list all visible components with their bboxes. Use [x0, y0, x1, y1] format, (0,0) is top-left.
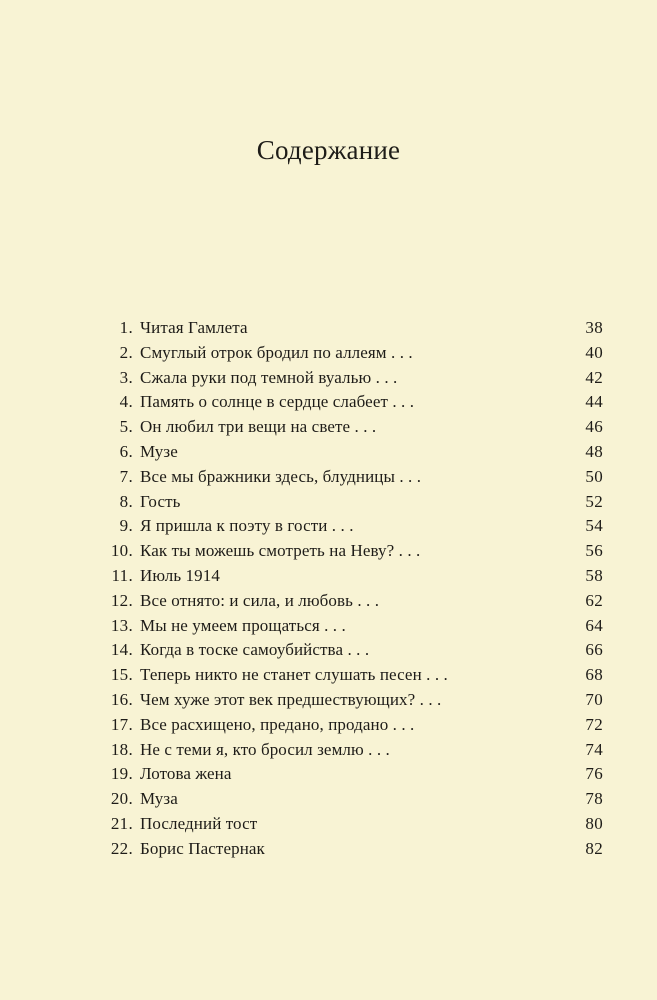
toc-entry — [100, 318, 603, 343]
toc-entry — [100, 764, 603, 789]
toc-entry-page-number: 48 — [585, 441, 603, 461]
toc-entry-title: Чем хуже этот век предшествующих? . . . — [140, 689, 442, 709]
toc-entry-page-number: 44 — [585, 392, 603, 412]
toc-entry-number: 17. — [110, 714, 133, 734]
toc-entry — [100, 392, 603, 417]
toc-entry — [100, 616, 603, 641]
toc-entry — [100, 814, 603, 839]
toc-entry-number: 3. — [119, 367, 133, 387]
toc-entry — [100, 492, 603, 517]
toc-entry-number: 10. — [110, 541, 133, 561]
toc-entry — [100, 566, 603, 591]
toc-entry-number: 6. — [119, 441, 133, 461]
toc-entry-title: Не с теми я, кто бросил землю . . . — [140, 739, 390, 759]
toc-entry-title: Память о солнце в сердце слабеет . . . — [140, 392, 415, 412]
toc-entry-number: 1. — [119, 318, 133, 337]
toc-entry-title: Последний тост — [140, 813, 258, 833]
toc-entry-number: 19. — [110, 764, 133, 784]
toc-entry-number: 12. — [110, 590, 133, 610]
toc-entry-page-number: 38 — [585, 318, 603, 337]
toc-entry — [100, 442, 603, 467]
toc-entry-page-number: 50 — [585, 466, 603, 486]
toc-entry-number: 13. — [110, 615, 133, 635]
toc-entry — [100, 417, 603, 442]
toc-entry — [100, 368, 603, 393]
toc-entry-number: 15. — [110, 665, 133, 685]
toc-entry — [100, 516, 603, 541]
page-title: Содержание — [256, 135, 401, 165]
toc-entry-title: Все отнято: и сила, и любовь . . . — [140, 590, 380, 610]
toc-entry — [100, 665, 603, 690]
toc-entry-title: Борис Пастернак — [140, 838, 265, 858]
toc-entry-title: Как ты можешь смотреть на Неву? . . . — [140, 541, 421, 561]
toc-entry-page-number: 64 — [585, 615, 603, 635]
toc-entry-page-number: 76 — [585, 764, 603, 784]
toc-entry-number: 18. — [110, 739, 133, 759]
toc-entry-page-number: 62 — [585, 590, 603, 610]
toc-entry-title: Смуглый отрок бродил по аллеям . . . — [140, 342, 413, 362]
toc-entry — [100, 541, 603, 566]
toc-entry-page-number: 70 — [585, 689, 603, 709]
toc-entry-title: Муза — [140, 789, 178, 809]
toc-entry-page-number: 80 — [585, 813, 603, 833]
toc-entry — [100, 591, 603, 616]
toc-entry-number: 5. — [119, 417, 133, 437]
toc-entry-number: 9. — [119, 516, 133, 536]
toc-entry-title: Лотова жена — [140, 764, 232, 784]
toc-entry-number: 7. — [119, 466, 133, 486]
toc-entry-title: Июль 1914 — [140, 565, 220, 585]
toc-entry-title: Читая Гамлета — [140, 318, 248, 337]
toc-entry-title: Когда в тоске самоубийства . . . — [140, 640, 370, 660]
toc-entry-page-number: 42 — [585, 367, 603, 387]
toc-entry-page-number: 78 — [585, 789, 603, 809]
toc-entry-page-number: 52 — [585, 491, 603, 511]
toc-entry-title: Он любил три вещи на свете . . . — [140, 417, 377, 437]
toc-entry-page-number: 56 — [585, 541, 603, 561]
toc-entry-page-number: 58 — [585, 565, 603, 585]
toc-entry-title: Все расхищено, предано, продано . . . — [140, 714, 415, 734]
toc-entry-number: 21. — [110, 813, 133, 833]
toc-entry-page-number: 66 — [585, 640, 603, 660]
toc-entry-number: 14. — [110, 640, 133, 660]
toc-entry-number: 8. — [119, 491, 133, 511]
toc-entry-title: Теперь никто не станет слушать песен . . . — [140, 665, 448, 685]
toc-entry-page-number: 74 — [585, 739, 603, 759]
toc-entry — [100, 690, 603, 715]
toc-entry-page-number: 68 — [585, 665, 603, 685]
toc-entry — [100, 640, 603, 665]
toc-entry-number: 16. — [110, 689, 133, 709]
toc-entry-number: 22. — [110, 838, 133, 858]
toc-entry-page-number: 46 — [585, 417, 603, 437]
toc-entry-page-number: 40 — [585, 342, 603, 362]
toc-entry-title: Я пришла к поэту в гости . . . — [140, 516, 354, 536]
toc-entry-title: Музе — [140, 441, 178, 461]
toc-entry — [100, 467, 603, 492]
toc-entry-number: 4. — [119, 392, 133, 412]
toc-entry-title: Мы не умеем прощаться . . . — [140, 615, 346, 635]
table-of-contents — [100, 318, 603, 864]
toc-entry — [100, 715, 603, 740]
toc-entry-page-number: 72 — [585, 714, 603, 734]
toc-entry — [100, 343, 603, 368]
toc-entry-number: 2. — [119, 342, 133, 362]
toc-entry-title: Все мы бражники здесь, блудницы . . . — [140, 466, 422, 486]
toc-entry-page-number: 54 — [585, 516, 603, 536]
toc-entry-title: Сжала руки под темной вуалью . . . — [140, 367, 398, 387]
toc-entry — [100, 839, 603, 864]
toc-entry-number: 20. — [110, 789, 133, 809]
toc-entry — [100, 789, 603, 814]
toc-entry-number: 11. — [111, 565, 133, 585]
toc-entry-page-number: 82 — [585, 838, 603, 858]
toc-entry — [100, 740, 603, 765]
toc-entry-title: Гость — [140, 491, 181, 511]
